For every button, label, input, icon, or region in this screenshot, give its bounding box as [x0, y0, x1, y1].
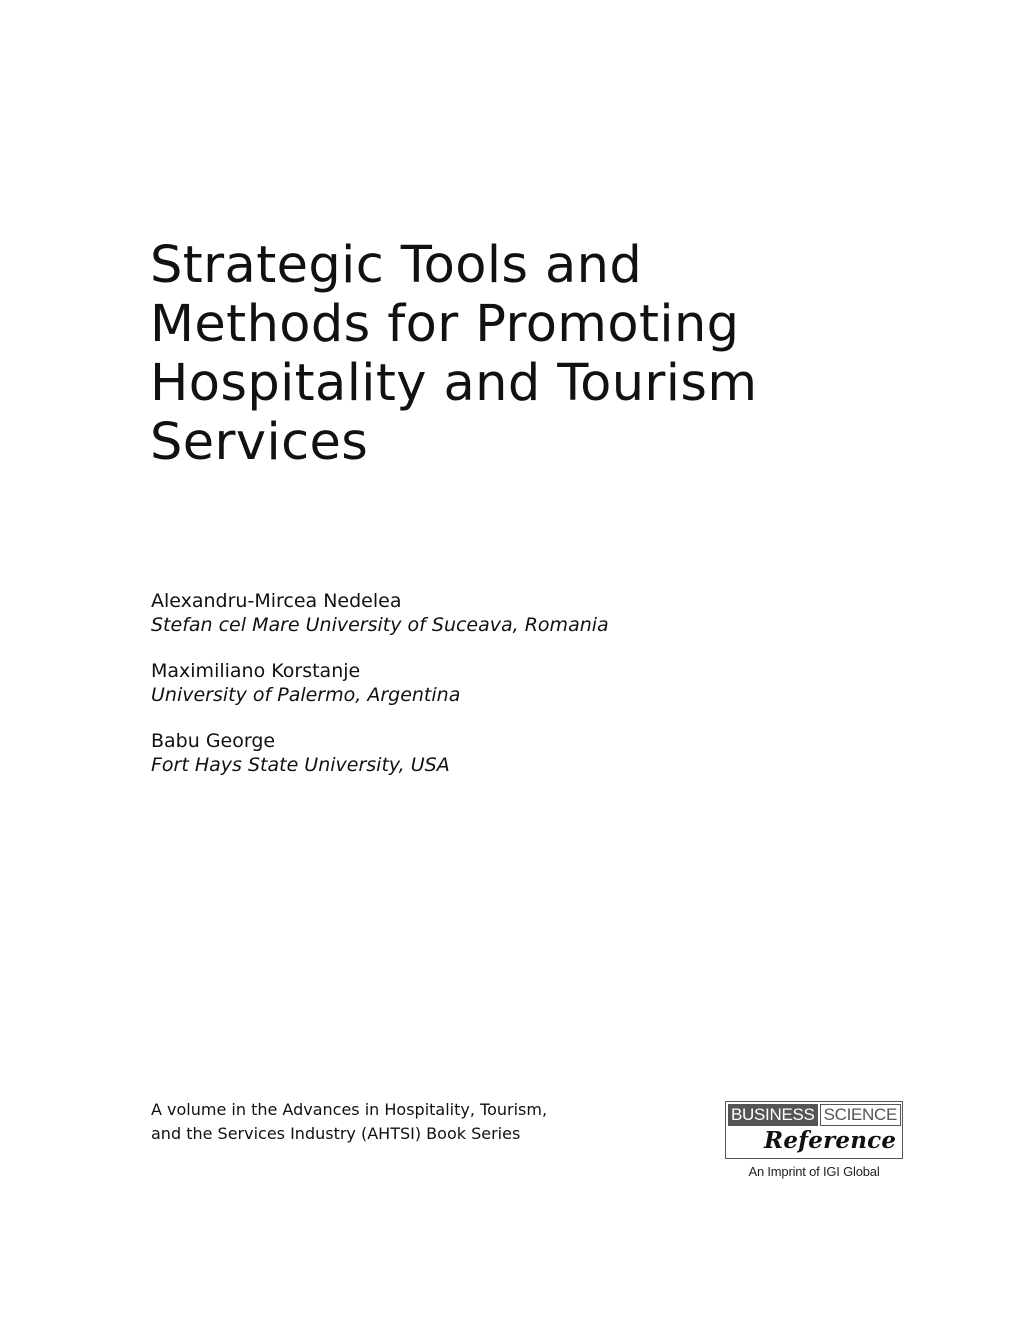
title-line: Methods for Promoting — [150, 295, 740, 354]
author-affiliation: University of Palermo, Argentina — [151, 684, 461, 706]
publisher-logo — [725, 1101, 903, 1181]
title-line: Strategic Tools and — [150, 236, 643, 295]
series-note — [151, 1098, 671, 1146]
author-name: Babu George — [151, 730, 276, 752]
author-list — [151, 589, 851, 799]
logo-word-science: SCIENCE — [820, 1104, 901, 1126]
series-note-line: A volume in the Advances in Hospitality, Tourism, — [151, 1100, 548, 1119]
author-entry — [151, 589, 851, 637]
author-entry — [151, 729, 851, 777]
title-line: Services — [150, 413, 369, 472]
author-name: Maximiliano Korstanje — [151, 660, 361, 682]
book-title — [150, 236, 910, 472]
author-entry — [151, 659, 851, 707]
series-note-line: and the Services Industry (AHTSI) Book Series — [151, 1124, 521, 1143]
author-affiliation: Fort Hays State University, USA — [151, 754, 450, 776]
publisher-imprint: An Imprint of IGI Global — [748, 1164, 880, 1179]
author-name: Alexandru-Mircea Nedelea — [151, 590, 402, 612]
title-line: Hospitality and Tourism — [150, 354, 758, 413]
logo-word-reference: Reference — [764, 1127, 897, 1154]
logo-bar — [728, 1104, 901, 1126]
logo-box — [725, 1101, 903, 1159]
author-affiliation: Stefan cel Mare University of Suceava, Romania — [151, 614, 609, 636]
logo-word-business: BUSINESS — [728, 1104, 818, 1126]
